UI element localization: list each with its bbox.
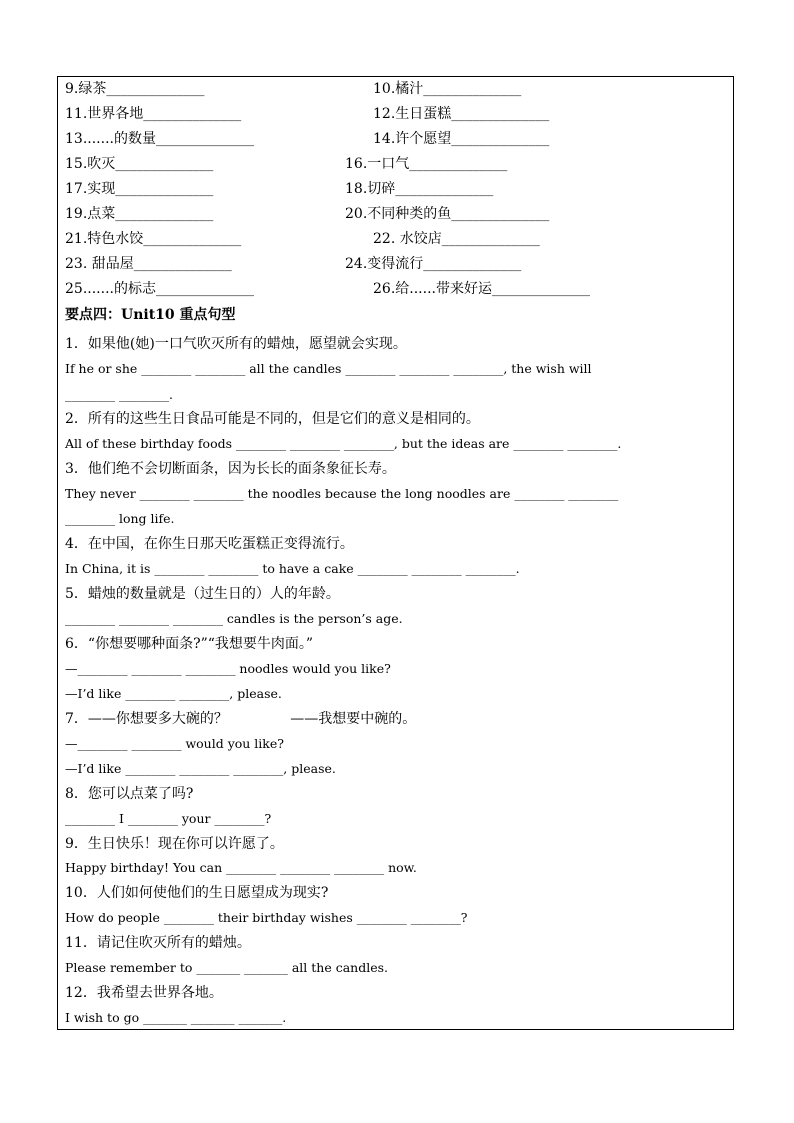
sentence-9-chinese: 9．生日快乐！现在你可以许愿了。 bbox=[65, 836, 284, 852]
sentence-12-chinese: 12．我希望去世界各地。 bbox=[65, 985, 223, 1001]
sentence-12-english-line-1: I wish to go _______ _______ _______. bbox=[65, 1010, 287, 1025]
sentence-1-english-line-2: ________ ________. bbox=[65, 387, 173, 402]
sentence-2-english-line-1: All of these birthday foods ________ ________ ________, but the ideas are ________ ________. bbox=[65, 436, 622, 451]
sentence-10-english-line-1: How do people ________ their birthday wishes ________ ________? bbox=[65, 910, 468, 925]
sentence-7-chinese: 7．——你想要多大碗的？ ——我想要中碗的。 bbox=[65, 711, 417, 727]
vocab-item-18: 18.切碎______________ bbox=[345, 181, 494, 197]
sentence-4-english-line-1: In China, it is ________ ________ to have a cake ________ ________ ________. bbox=[65, 561, 520, 576]
vocab-item-25: 25.......的标志______________ bbox=[65, 281, 254, 297]
vocab-item-16: 16.一口气______________ bbox=[345, 156, 508, 172]
vocab-item-23: 23. 甜品屋______________ bbox=[65, 256, 232, 272]
vocab-item-17: 17.实现______________ bbox=[65, 181, 214, 197]
vocab-item-10: 10.橘汁______________ bbox=[373, 81, 522, 97]
vocab-item-24: 24.变得流行______________ bbox=[345, 256, 522, 272]
sentence-6-chinese: 6．“你想要哪种面条?”“我想要牛肉面。” bbox=[65, 636, 314, 652]
vocab-item-26: 26.给......带来好运______________ bbox=[373, 281, 590, 297]
sentence-6-english-line-1: —________ ________ ________ noodles would you like? bbox=[65, 661, 391, 676]
sentence-7-english-line-1: —________ ________ would you like? bbox=[65, 736, 284, 751]
sentence-8-chinese: 8．您可以点菜了吗? bbox=[65, 786, 194, 802]
sentence-9-english-line-1: Happy birthday! You can ________ ________ ________ now. bbox=[65, 860, 417, 875]
vocab-item-21: 21.特色水饺______________ bbox=[65, 231, 242, 247]
sentence-10-chinese: 10．人们如何使他们的生日愿望成为现实? bbox=[65, 885, 329, 901]
sentence-8-english-line-1: ________ I ________ your ________? bbox=[65, 811, 272, 826]
sentence-11-chinese: 11．请记住吹灭所有的蜡烛。 bbox=[65, 935, 251, 951]
vocab-item-15: 15.吹灭______________ bbox=[65, 156, 214, 172]
vocab-item-9: 9.绿茶______________ bbox=[65, 81, 205, 97]
sentence-2-chinese: 2．所有的这些生日食品可能是不同的，但是它们的意义是相同的。 bbox=[65, 411, 480, 427]
sentence-7-english-line-2: —I’d like ________ ________ ________, please. bbox=[65, 761, 336, 776]
vocab-item-20: 20.不同种类的鱼______________ bbox=[345, 206, 550, 222]
vocab-item-19: 19.点菜______________ bbox=[65, 206, 214, 222]
vocab-item-12: 12.生日蛋糕______________ bbox=[373, 106, 550, 122]
sentence-1-chinese: 1．如果他(她)一口气吹灭所有的蜡烛，愿望就会实现。 bbox=[65, 336, 407, 352]
sentence-6-english-line-2: —I’d like ________ ________, please. bbox=[65, 686, 282, 701]
sentence-3-english-line-2: ________ long life. bbox=[65, 511, 175, 526]
vocab-item-14: 14.许个愿望______________ bbox=[373, 131, 550, 147]
sentence-11-english-line-1: Please remember to _______ _______ all the candles. bbox=[65, 960, 388, 975]
vocab-item-11: 11.世界各地______________ bbox=[65, 106, 242, 122]
section-title: 要点四：Unit10 重点句型 bbox=[65, 307, 236, 323]
sentence-5-english-line-1: ________ ________ ________ candles is the person’s age. bbox=[65, 611, 403, 626]
sentence-3-english-line-1: They never ________ ________ the noodles because the long noodles are ________ ________ bbox=[65, 486, 619, 501]
vocab-item-22: 22. 水饺店______________ bbox=[373, 231, 540, 247]
sentence-5-chinese: 5．蜡烛的数量就是（过生日的）人的年龄。 bbox=[65, 586, 340, 602]
sentence-1-english-line-1: If he or she ________ ________ all the candles ________ ________ ________, the wish will bbox=[65, 361, 592, 376]
sentence-3-chinese: 3．他们绝不会切断面条，因为长长的面条象征长寿。 bbox=[65, 461, 396, 477]
sentence-4-chinese: 4．在中国，在你生日那天吃蛋糕正变得流行。 bbox=[65, 536, 354, 552]
vocab-item-13: 13.......的数量______________ bbox=[65, 131, 254, 147]
